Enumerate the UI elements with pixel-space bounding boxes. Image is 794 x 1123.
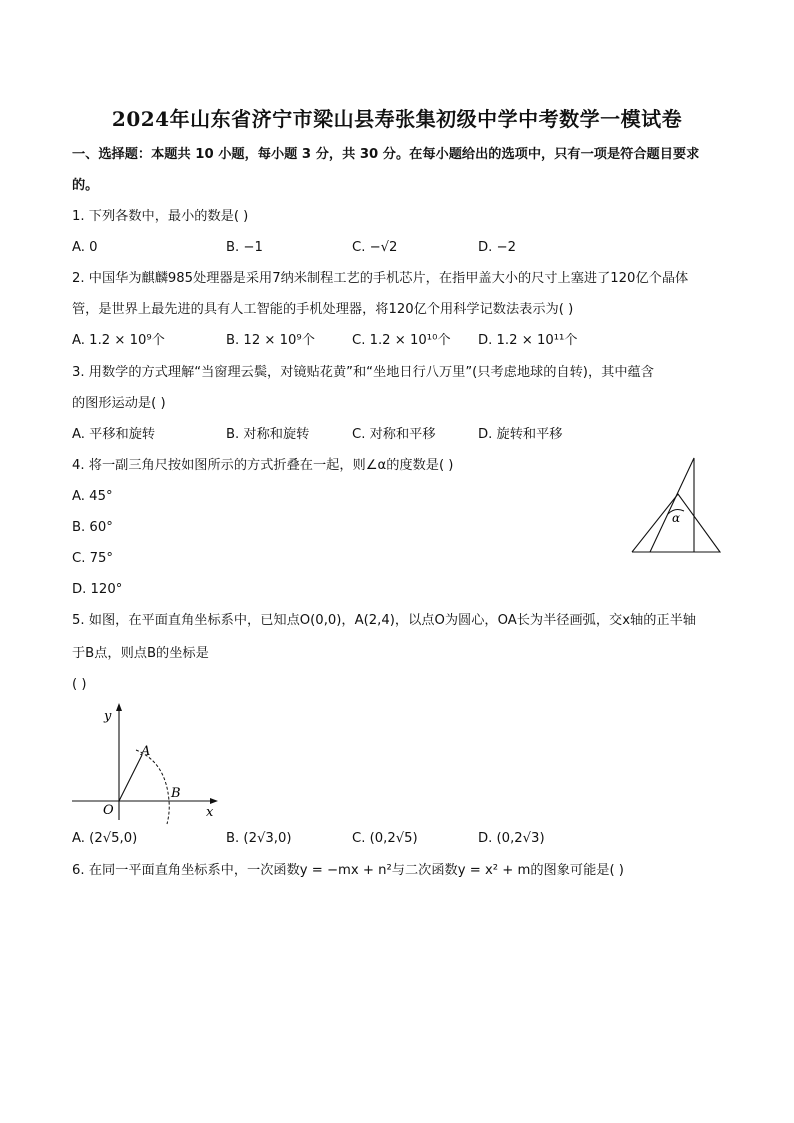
ruler-outline [650, 458, 694, 552]
segment-oa [119, 755, 142, 801]
question-4-text: 4. 将一副三角尺按如图所示的方式折叠在一起，则∠α的度数是( ) [72, 458, 454, 473]
q4-option-a: A. 45° [72, 489, 113, 504]
question-3-text-line1: 3. 用数学的方式理解“当窗理云鬓，对镜贴花黄”和“坐地日行八万里”(只考虑地球的自转)，其中蕴含 [72, 365, 654, 380]
q3-option-d: D. 旋转和平移 [478, 427, 563, 442]
section-heading-line2: 的。 [72, 178, 99, 193]
q3-option-b: B. 对称和旋转 [226, 427, 310, 442]
x-axis-label: x [206, 805, 214, 820]
exam-title: 2024年山东省济宁市梁山县寿张集初级中学中考数学一模试卷 [111, 107, 683, 131]
q3-option-a: A. 平移和旋转 [72, 427, 156, 442]
q4-option-c: C. 75° [72, 551, 113, 566]
point-b-label: B [171, 786, 181, 801]
q5-option-d: D. (0,2√3) [478, 831, 545, 846]
q5-option-b: B. (2√3,0) [226, 831, 292, 846]
q1-option-c: C. −√2 [352, 240, 398, 255]
q2-option-a: A. 1.2 × 10⁹个 [72, 333, 165, 348]
q2-option-d: D. 1.2 × 10¹¹个 [478, 333, 578, 348]
section-heading-line1: 一、选择题：本题共 10 小题，每小题 3 分，共 30 分。在每小题给出的选项中，只有一项是符合题目要求 [72, 147, 700, 162]
q5-option-c: C. (0,2√5) [352, 831, 418, 846]
origin-label: O [103, 803, 114, 818]
q4-option-d: D. 120° [72, 582, 123, 597]
question-3-text-line2: 的图形运动是( ) [72, 396, 166, 411]
point-a-label: A [141, 744, 151, 759]
angle-alpha-label: α [672, 511, 681, 525]
q1-option-b: B. −1 [226, 240, 263, 255]
q5-option-a: A. (2√5,0) [72, 831, 138, 846]
question-5-text-line3: ( ) [72, 677, 87, 692]
question-5-text-line2: 于B点，则点B的坐标是 [72, 646, 209, 661]
triangle-rulers-figure [628, 454, 724, 556]
question-6-text: 6. 在同一平面直角坐标系中，一次函数y = −mx + n²与二次函数y = x² + m的图象可能是( ) [72, 863, 624, 878]
q3-option-c: C. 对称和平移 [352, 427, 436, 442]
q2-option-b: B. 12 × 10⁹个 [226, 333, 315, 348]
arc-from-a [136, 750, 169, 824]
question-5-text-line1: 5. 如图，在平面直角坐标系中，已知点O(0,0)，A(2,4)，以点O为圆心，OA长为半径画弧，交x轴的正半轴 [72, 613, 696, 628]
q4-option-b: B. 60° [72, 520, 113, 535]
coordinate-figure [66, 700, 226, 828]
q2-option-c: C. 1.2 × 10¹⁰个 [352, 333, 451, 348]
question-2-text-line1: 2. 中国华为麒麟985处理器是采用7纳米制程工艺的手机芯片，在指甲盖大小的尺寸上塞进了120亿个晶体 [72, 271, 689, 286]
x-axis-arrow-icon [210, 798, 218, 804]
question-1-text: 1. 下列各数中，最小的数是( ) [72, 209, 249, 224]
y-axis-arrow-icon [116, 703, 122, 711]
y-axis-label: y [104, 709, 112, 724]
q1-option-a: A. 0 [72, 240, 98, 255]
question-2-text-line2: 管，是世界上最先进的具有人工智能的手机处理器，将120亿个用科学记数法表示为( ) [72, 302, 574, 317]
q1-option-d: D. −2 [478, 240, 516, 255]
